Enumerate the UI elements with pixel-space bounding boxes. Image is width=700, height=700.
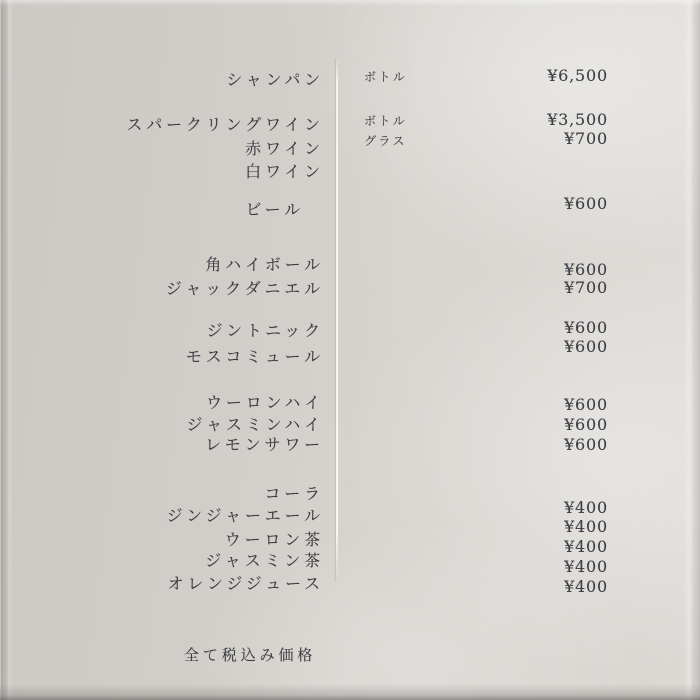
price-wine-glass: ¥700 (564, 129, 608, 148)
item-gin-tonic: ジントニック (206, 321, 324, 340)
price-ginger-ale: ¥400 (564, 517, 608, 536)
price-beer: ¥600 (564, 194, 608, 213)
item-moscow-mule: モスコミュール (185, 347, 324, 366)
item-oolong-tea: ウーロン茶 (224, 530, 324, 549)
price-lemon-sour: ¥600 (564, 435, 608, 454)
price-oolong-hai: ¥600 (564, 395, 608, 414)
item-beer: ビール (245, 200, 304, 219)
item-red-wine: 赤ワイン (245, 139, 324, 158)
item-jack-daniels: ジャックダニエル (165, 279, 324, 298)
item-sparkling-wine: スパークリングワイン (126, 115, 324, 134)
price-kaku-highball: ¥600 (564, 260, 608, 279)
item-orange-juice: オレンジジュース (167, 574, 324, 593)
item-white-wine: 白ワイン (245, 162, 324, 181)
price-jasmine-hai: ¥600 (564, 415, 608, 434)
price-gin-tonic: ¥600 (564, 318, 608, 337)
item-jasmine-hai: ジャスミンハイ (186, 415, 324, 434)
price-moscow-mule: ¥600 (564, 337, 608, 356)
price-oolong-tea: ¥400 (564, 537, 608, 556)
item-ginger-ale: ジンジャーエール (166, 506, 324, 525)
item-jasmine-tea: ジャスミン茶 (205, 551, 324, 570)
item-lemon-sour: レモンサワー (204, 435, 324, 454)
fold-divider-line (336, 58, 338, 582)
price-wine-bottle: ¥3,500 (547, 110, 608, 129)
item-champagne: シャンパン (226, 70, 324, 89)
price-orange-juice: ¥400 (564, 577, 608, 596)
item-kaku-highball: 角ハイボール (205, 255, 324, 274)
price-champagne-bottle: ¥6,500 (547, 66, 608, 85)
tax-note: 全て税込み価格 (184, 646, 317, 664)
price-cola: ¥400 (564, 498, 608, 517)
serving-champagne-bottle: ボトル (364, 70, 408, 84)
item-cola: コーラ (264, 484, 324, 503)
item-oolong-hai: ウーロンハイ (206, 393, 324, 412)
price-jasmine-tea: ¥400 (564, 557, 608, 576)
price-jack-daniels: ¥700 (564, 278, 608, 297)
serving-wine-glass: グラス (364, 134, 407, 148)
serving-wine-bottle: ボトル (364, 114, 408, 128)
